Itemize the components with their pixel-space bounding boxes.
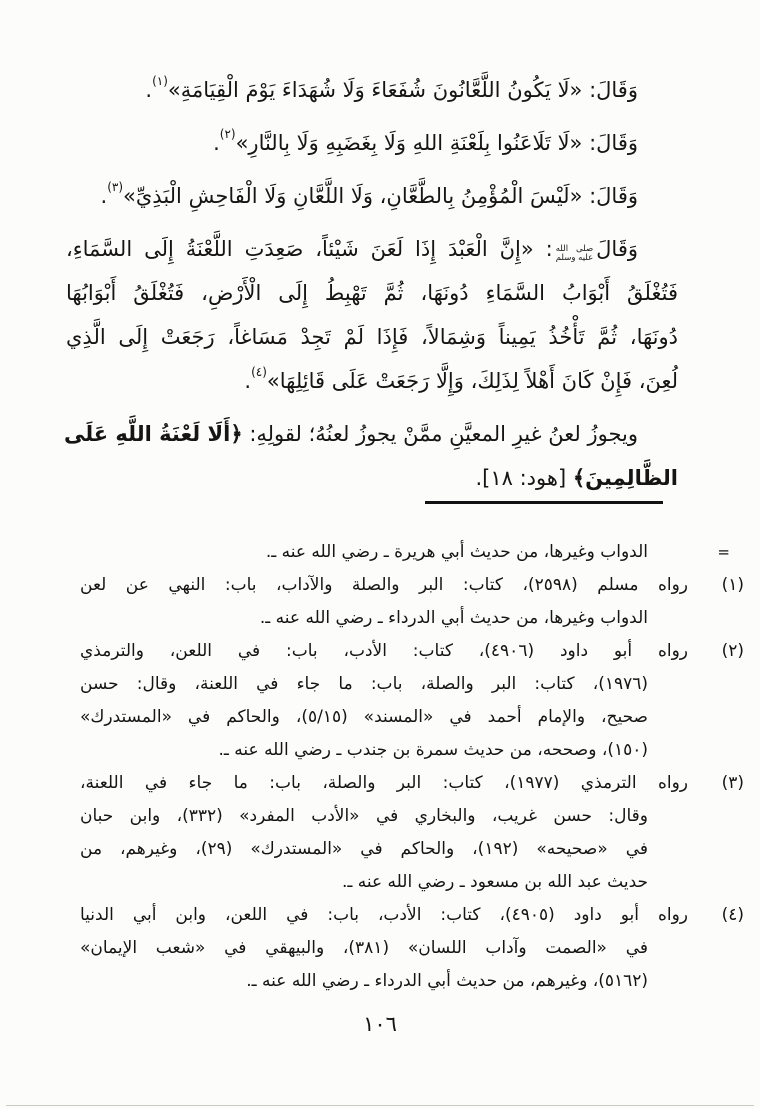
footnote-ref-2: (٢)	[219, 127, 236, 141]
hadith-paragraph-2	[66, 121, 678, 165]
quran-verse: الظَّالِمِينَ﴾	[572, 466, 678, 490]
footnote-line	[80, 899, 744, 932]
footnote-text: صحيح، والإمام أحمد في «المسند» (٥/١٥)، والحاكم في «المستدرك»	[80, 707, 648, 727]
hadith-paragraph-1	[66, 68, 678, 112]
ruling-paragraph	[63, 412, 678, 500]
footnote-line	[80, 734, 648, 767]
hadith-paragraph-4	[66, 227, 678, 403]
footnote-text: في «صحيحه» (١٩٢)، والحاكم في «المستدرك» (٢٩)، وغيرهم، من	[80, 839, 649, 859]
footnote-number: (٢)	[721, 641, 744, 661]
footnote-text: (١٩٧٦)، كتاب: البر والصلة، باب: ما جاء في اللعنة، وقال: حسن	[80, 674, 648, 694]
hadith-text: وَقَالَ: «لَا تَلَاعَنُوا بِلَعْنَةِ اللهِ وَلَا بِغَضَبِهِ وَلَا بِالنَّارِ»	[235, 131, 638, 155]
pbuh-text-bottom: عليه وسلم	[555, 253, 594, 263]
verse-citation: [هود: ١٨].	[475, 466, 573, 490]
footnotes-block	[80, 536, 744, 998]
footnote-line	[80, 701, 648, 734]
footnote-text: الدواب وغيرها، من حديث أبي هريرة ـ رضي الله عنه ـ.	[265, 542, 648, 562]
footnote-number: (١)	[721, 575, 744, 595]
footnote-text: رواه أبو داود (٤٩٠٥)، كتاب: الأدب، باب: في اللعن، وابن أبي الدنيا	[80, 905, 688, 925]
body-text: ويجوزُ لعنُ غيرِ المعيَّنِ ممَّنْ يجوزُ لعنُهُ؛ لقولِهِ:	[242, 422, 638, 446]
hadith-text: وَقَالَ: «لَا يَكُونُ اللَّعَّانُونَ شُفَعَاءَ وَلَا شُهَدَاءَ يَوْمَ الْقِيَامَةِ»	[167, 78, 638, 102]
hadith-text: : «إِنَّ الْعَبْدَ إِذَا لَعَنَ شَيْئاً، صَعِدَتِ اللَّعْنَةُ إِلَى السَّمَاءِ،	[66, 237, 553, 261]
period: .	[244, 369, 252, 393]
footnote-1	[80, 569, 744, 635]
text-line	[66, 359, 678, 403]
footnote-number: (٤)	[721, 905, 744, 925]
period: .	[100, 184, 108, 208]
hadith-text: لُعِنَ، فَإِنْ كَانَ أَهْلاً لِذَلِكَ، وَإِلَّا رَجَعَتْ عَلَى قَائِلِهَا»	[266, 369, 678, 393]
footnote-separator-line	[425, 501, 663, 504]
footnote-ref-4: (٤)	[251, 365, 267, 379]
period: .	[145, 78, 153, 102]
footnote-text: (٥١٦٢)، وغيرهم، من حديث أبي الدرداء ـ رضي الله عنه ـ.	[246, 971, 648, 991]
hadith-text: فَتُغْلَقُ أَبْوَابُ السَّمَاءِ دُونَهَا، ثُمَّ تَهْبِطُ إِلَى الْأَرْضِ، فَتُغْلَقُ أَبْوَابُهَا	[66, 281, 678, 305]
hadith-text: وَقَالَ	[596, 237, 638, 261]
footnote-ref-1: (١)	[152, 74, 168, 88]
hadith-paragraph-3	[66, 174, 678, 218]
page-number: ١٠٦	[363, 1012, 397, 1036]
footnote-text: وقال: حسن غريب، والبخاري في «الأدب المفرد» (٣٣٢)، وابن حبان	[80, 806, 648, 826]
footnote-text: حديث عبد الله بن مسعود ـ رضي الله عنه ـ.	[341, 872, 648, 892]
period: .	[213, 131, 220, 155]
footnote-line	[80, 965, 648, 998]
footnote-3	[80, 767, 744, 899]
text-line	[66, 227, 638, 271]
continuation-marker: =	[717, 543, 730, 561]
footnote-text: رواه أبو داود (٤٩٠٦)، كتاب: الأدب، باب: في اللعن، والترمذي	[80, 641, 689, 661]
footnote-ref-3: (٣)	[107, 180, 124, 194]
quran-verse: ﴿أَلَا لَعْنَةُ اللَّهِ عَلَى	[63, 422, 243, 446]
text-line	[63, 412, 638, 456]
text-line	[66, 68, 638, 112]
footnote-line	[80, 767, 744, 800]
footnote-line	[80, 866, 648, 899]
text-line	[66, 174, 638, 218]
pbuh-text-top: صلى الله	[555, 243, 594, 254]
footnote-text: رواه مسلم (٢٥٩٨)، كتاب: البر والصلة والآداب، باب: النهي عن لعن	[80, 575, 688, 595]
footnote-2	[80, 635, 744, 767]
footnote-4	[80, 899, 744, 998]
footnote-line	[80, 602, 648, 635]
footnote-continuation	[80, 536, 730, 569]
main-text-block	[63, 68, 678, 509]
footnote-text: الدواب وغيرها، من حديث أبي الدرداء ـ رضي الله عنه ـ.	[259, 608, 648, 628]
scan-edge-artifact	[6, 1105, 754, 1106]
footnote-number: (٣)	[721, 773, 744, 793]
hadith-text: وَقَالَ: «لَيْسَ الْمُؤْمِنُ بِالطَّعَّانِ، وَلَا اللَّعَّانِ وَلَا الْفَاحِشِ الْبَذِيِّ»	[123, 184, 638, 208]
text-line	[66, 271, 678, 315]
text-line	[66, 456, 678, 500]
footnote-line	[80, 635, 744, 668]
footnote-text: (١٥٠)، وصححه، من حديث سمرة بن جندب ـ رضي الله عنه ـ.	[218, 740, 648, 760]
footnote-line	[80, 932, 648, 965]
pbuh-symbol	[556, 245, 593, 264]
footnote-line	[80, 800, 648, 833]
footnote-line	[80, 668, 648, 701]
hadith-text: دُونَهَا، ثُمَّ تَأْخُذُ يَمِيناً وَشِمَالاً، فَإِذَا لَمْ تَجِدْ مَسَاغاً، رَجَعَتْ إِلَى الَّذِي	[66, 325, 678, 349]
text-line	[66, 121, 638, 165]
text-line	[66, 315, 678, 359]
footnote-text: رواه الترمذي (١٩٧٧)، كتاب: البر والصلة، باب: ما جاء في اللعنة،	[80, 773, 688, 793]
footnote-line	[80, 569, 744, 602]
footnote-text: في «الصمت وآداب اللسان» (٣٨١)، والبيهقي في «شعب الإيمان»	[80, 938, 648, 958]
footnote-line	[80, 833, 648, 866]
